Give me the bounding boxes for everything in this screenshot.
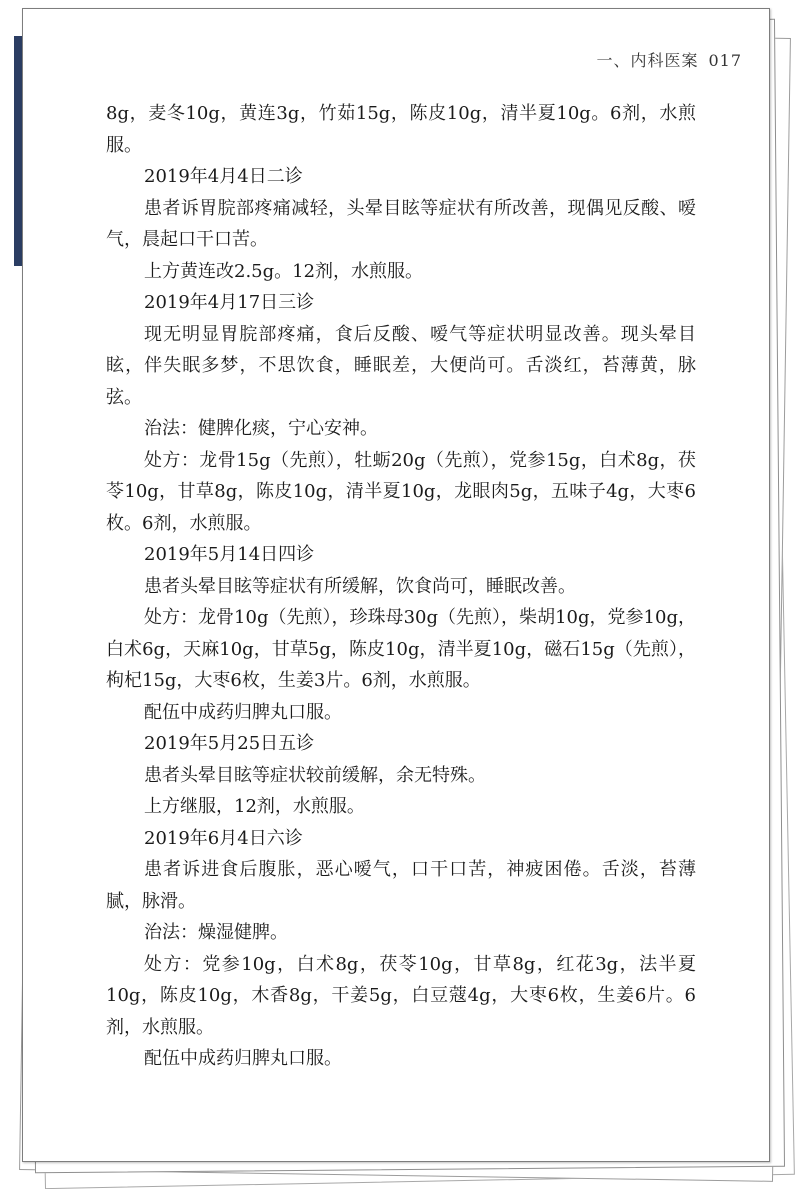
prescription: 处方：龙骨10g（先煎），珍珠母30g（先煎），柴胡10g，党参10g，白术6g，天麻10g，甘草5g，陈皮10g，清半夏10g，磁石15g（先煎），枸杞15g，大枣6枚，生姜3片。6剂，水煎服。 <box>106 607 696 691</box>
visit-heading: 2019年4月4日二诊 <box>144 166 303 187</box>
treatment-method: 治法：燥湿健脾。 <box>144 922 288 943</box>
visit-heading: 2019年5月25日五诊 <box>144 733 315 754</box>
paragraph: 患者诉胃脘部疼痛减轻，头晕目眩等症状有所改善，现偶见反酸、嗳气，晨起口干口苦。 <box>106 197 696 250</box>
treatment-method: 治法：健脾化痰，宁心安神。 <box>144 418 378 439</box>
paragraph: 配伍中成药归脾丸口服。 <box>144 1048 342 1069</box>
paragraph: 患者头晕目眩等症状较前缓解，余无特殊。 <box>144 764 486 786</box>
body-text <box>106 98 696 1075</box>
visit-heading: 2019年5月14日四诊 <box>144 544 315 565</box>
paragraph: 8g，麦冬10g，黄连3g，竹茹15g，陈皮10g，清半夏10g。6剂，水煎服。 <box>106 103 696 156</box>
paragraph: 上方黄连改2.5g。12剂，水煎服。 <box>144 260 424 282</box>
section-title: 一、内科医案 <box>596 51 699 70</box>
paragraph: 上方继服，12剂，水煎服。 <box>144 796 365 817</box>
visit-heading: 2019年4月17日三诊 <box>144 292 315 313</box>
paragraph: 患者头晕目眩等症状有所缓解，饮食尚可，睡眠改善。 <box>144 575 576 597</box>
visit-heading: 2019年6月4日六诊 <box>144 827 303 849</box>
paragraph: 现无明显胃脘部疼痛，食后反酸、嗳气等症状明显改善。现头晕目眩，伴失眠多梦，不思饮食，睡眠差，大便尚可。舌淡红，苔薄黄，脉弦。 <box>106 323 696 408</box>
running-header <box>596 48 742 71</box>
paragraph: 配伍中成药归脾丸口服。 <box>144 701 342 723</box>
page-number: 017 <box>708 51 742 70</box>
paragraph: 患者诉进食后腹胀，恶心嗳气，口干口苦，神疲困倦。舌淡，苔薄腻，脉滑。 <box>106 859 696 912</box>
prescription: 处方：龙骨15g（先煎），牡蛎20g（先煎），党参15g，白术8g，茯苓10g，甘草8g，陈皮10g，清半夏10g，龙眼肉5g，五味子4g，大枣6枚。6剂，水煎服。 <box>106 449 696 534</box>
prescription: 处方：党参10g，白术8g，茯苓10g，甘草8g，红花3g，法半夏10g，陈皮10g，木香8g，干姜5g，白豆蔻4g，大枣6枚，生姜6片。6剂，水煎服。 <box>106 953 696 1038</box>
